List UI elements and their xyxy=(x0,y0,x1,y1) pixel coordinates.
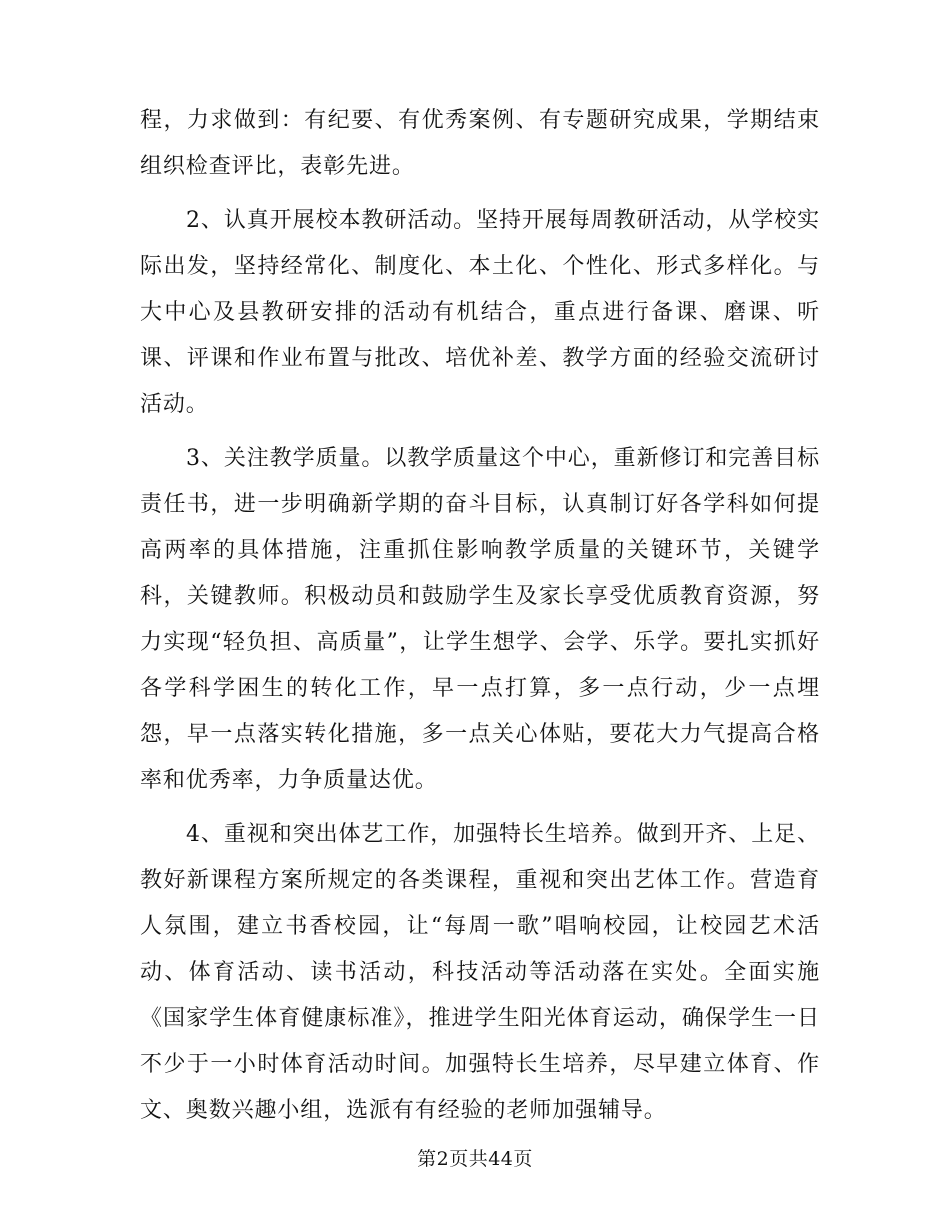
page-number-footer: 第2页共44页 xyxy=(417,1148,533,1170)
paragraph-gap xyxy=(140,804,820,812)
paragraph-continuation: 程，力求做到：有纪要、有优秀案例、有专题研究成果，学期结束组织检查评比，表彰先进。 xyxy=(140,108,820,179)
paragraph-gap xyxy=(140,190,820,198)
paragraph-gap xyxy=(140,428,820,436)
document-body xyxy=(140,98,820,1134)
paragraph-school-research: 2、认真开展校本教研活动。坚持开展每周教研活动，从学校实际出发，坚持经常化、制度化、本土化、个性化、形式多样化。与大中心及县教研安排的活动有机结合，重点进行备课、磨课、听课、评课和作业布置与批改、培优补差、教学方面的经验交流研讨活动。 xyxy=(140,208,820,417)
paragraph-teaching-quality: 3、关注教学质量。以教学质量这个中心，重新修订和完善目标责任书，进一步明确新学期的奋斗目标，认真制订好各学科如何提高两率的具体措施，注重抓住影响教学质量的关键环节，关键学科，关键教师。积极动员和鼓励学生及家长享受优质教育资源，努力实现“轻负担、高质量”，让学生想学、会学、乐学。要扎实抓好各学科学困生的转化工作，早一点打算，多一点行动，少一点埋怨，早一点落实转化措施，多一点关心体贴，要花大力气提高合格率和优秀率，力争质量达优。 xyxy=(140,446,820,793)
paragraph-arts-sports: 4、重视和突出体艺工作，加强特长生培养。做到开齐、上足、教好新课程方案所规定的各类课程，重视和突出艺体工作。营造育人氛围，建立书香校园，让“每周一歌”唱响校园，让校园艺术活动、体育活动、读书活动，科技活动等活动落在实处。全面实施《国家学生体育健康标准》，推进学生阳光体育运动，确保学生一日不少于一小时体育活动时间。加强特长生培养，尽早建立体育、作文、奥数兴趣小组，选派有有经验的老师加强辅导。 xyxy=(140,822,820,1123)
